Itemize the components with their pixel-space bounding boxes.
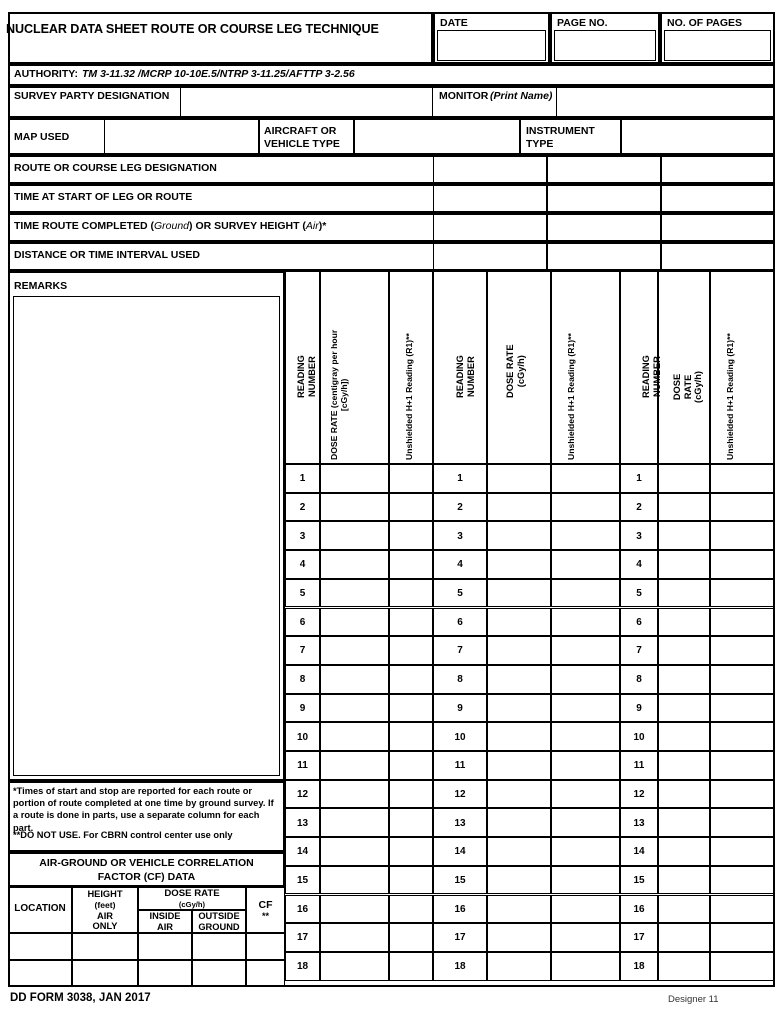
- reading-row-5-group-2-dose-rate[interactable]: [658, 579, 710, 608]
- reading-row-18-group-1-unshielded[interactable]: [551, 952, 620, 981]
- instrument-input[interactable]: [621, 119, 774, 154]
- reading-row-17-group-2-number: 17: [620, 923, 658, 952]
- reading-row-12-group-0-unshielded[interactable]: [389, 780, 433, 809]
- reading-row-5-group-0-dose-rate[interactable]: [320, 579, 389, 608]
- reading-row-12-group-1-dose-rate[interactable]: [487, 780, 551, 809]
- aircraft-label-line1: AIRCRAFT OR: [264, 125, 337, 137]
- reading-row-8-group-2-unshielded[interactable]: [710, 665, 775, 694]
- reading-row-13-group-2-dose-rate[interactable]: [658, 808, 710, 837]
- leg-row-2-value-0[interactable]: [433, 213, 547, 242]
- reading-row-3-group-2-number: 3: [620, 521, 658, 550]
- reading-row-17-group-1-number: 17: [433, 923, 487, 952]
- reading-row-2-group-2-dose-rate[interactable]: [658, 493, 710, 522]
- reading-row-15-group-1-unshielded[interactable]: [551, 866, 620, 895]
- leg-row-3-value-1[interactable]: [547, 242, 661, 271]
- reading-row-13-group-0-dose-rate[interactable]: [320, 808, 389, 837]
- reading-row-1-group-0-dose-rate[interactable]: [320, 464, 389, 493]
- reading-row-3-group-1-dose-rate[interactable]: [487, 521, 551, 550]
- instrument-label-line2: TYPE: [526, 138, 554, 150]
- reading-row-4-group-0-number: 4: [285, 550, 320, 579]
- cf-header-inside-line1: INSIDE: [149, 911, 181, 921]
- reading-row-8-group-2-number: 8: [620, 665, 658, 694]
- reading-row-16-group-0-number: 16: [285, 895, 320, 924]
- cf-header-inside-line2: AIR: [156, 921, 173, 932]
- cf-row-1-height[interactable]: [72, 960, 138, 987]
- footer-form-id: DD FORM 3038, JAN 2017: [10, 992, 151, 1004]
- reading-row-18-group-2-unshielded[interactable]: [710, 952, 775, 981]
- survey-party-input[interactable]: [180, 87, 433, 117]
- no-of-pages-input[interactable]: [664, 30, 771, 61]
- reading-row-14-group-1-dose-rate[interactable]: [487, 837, 551, 866]
- reading-row-2-group-2-number: 2: [620, 493, 658, 522]
- reading-row-3-group-1-number: 3: [433, 521, 487, 550]
- cf-title-line2: FACTOR (CF) DATA: [97, 871, 196, 883]
- reading-row-11-group-2-number: 11: [620, 751, 658, 780]
- reading-row-4-group-2-dose-rate[interactable]: [658, 550, 710, 579]
- reading-row-11-group-2-dose-rate[interactable]: [658, 751, 710, 780]
- reading-row-1-group-1-dose-rate[interactable]: [487, 464, 551, 493]
- reading-row-15-group-2-unshielded[interactable]: [710, 866, 775, 895]
- reading-row-16-group-0-dose-rate[interactable]: [320, 895, 389, 924]
- reading-row-2-group-0-unshielded[interactable]: [389, 493, 433, 522]
- reading-row-8-group-2-dose-rate[interactable]: [658, 665, 710, 694]
- reading-row-15-group-0-dose-rate[interactable]: [320, 866, 389, 895]
- reading-row-4-group-2-number: 4: [620, 550, 658, 579]
- cf-header-dose-rate-unit: (cGy/h): [178, 899, 206, 909]
- reading-header-g0-unshielded-label: Unshielded H+1 Reading (R1)**: [404, 333, 414, 460]
- reading-row-11-group-0-unshielded[interactable]: [389, 751, 433, 780]
- reading-row-7-group-0-unshielded[interactable]: [389, 636, 433, 665]
- reading-row-16-group-2-number: 16: [620, 895, 658, 924]
- reading-row-4-group-1-dose-rate[interactable]: [487, 550, 551, 579]
- cf-row-0-outside-ground[interactable]: [192, 933, 246, 960]
- reading-row-9-group-0-number: 9: [285, 694, 320, 723]
- reading-row-5-group-1-number: 5: [433, 579, 487, 608]
- reading-row-6-group-2-unshielded[interactable]: [710, 608, 775, 637]
- leg-row-0-value-0[interactable]: [433, 155, 547, 184]
- reading-row-9-group-1-number: 9: [433, 694, 487, 723]
- reading-row-4-group-0-unshielded[interactable]: [389, 550, 433, 579]
- leg-row-label-1: TIME AT START OF LEG OR ROUTE: [14, 191, 193, 203]
- leg-row-0-value-2[interactable]: [661, 155, 775, 184]
- aircraft-input[interactable]: [354, 119, 520, 154]
- reading-row-14-group-0-unshielded[interactable]: [389, 837, 433, 866]
- authority-value: TM 3-11.32 /MCRP 10-10E.5/NTRP 3-11.25/AFTTP 3-2.56: [82, 68, 355, 80]
- reading-row-13-group-1-unshielded[interactable]: [551, 808, 620, 837]
- reading-row-14-group-1-unshielded[interactable]: [551, 837, 620, 866]
- reading-row-10-group-1-number: 10: [433, 722, 487, 751]
- reading-row-9-group-0-unshielded[interactable]: [389, 694, 433, 723]
- leg-row-2-value-1[interactable]: [547, 213, 661, 242]
- reading-header-g1-dose-rate-label: DOSE RATE (cGy/h): [505, 344, 526, 398]
- cf-header-height-line3: AIR: [96, 910, 113, 921]
- reading-row-17-group-2-dose-rate[interactable]: [658, 923, 710, 952]
- reading-row-3-group-0-dose-rate[interactable]: [320, 521, 389, 550]
- reading-row-1-group-2-dose-rate[interactable]: [658, 464, 710, 493]
- reading-row-6-group-0-dose-rate[interactable]: [320, 608, 389, 637]
- reading-row-18-group-0-dose-rate[interactable]: [320, 952, 389, 981]
- reading-row-7-group-2-unshielded[interactable]: [710, 636, 775, 665]
- reading-row-7-group-0-dose-rate[interactable]: [320, 636, 389, 665]
- reading-row-11-group-0-dose-rate[interactable]: [320, 751, 389, 780]
- reading-row-3-group-0-unshielded[interactable]: [389, 521, 433, 550]
- reading-row-9-group-1-dose-rate[interactable]: [487, 694, 551, 723]
- leg-row-label-2: [14, 220, 326, 232]
- reading-row-7-group-1-dose-rate[interactable]: [487, 636, 551, 665]
- cf-row-1-inside-air[interactable]: [138, 960, 192, 987]
- leg-row-label-0: ROUTE OR COURSE LEG DESIGNATION: [14, 162, 217, 174]
- reading-header-g1-number-label: READING NUMBER: [455, 355, 476, 398]
- reading-row-1-group-0-number: 1: [285, 464, 320, 493]
- reading-row-3-group-2-unshielded[interactable]: [710, 521, 775, 550]
- cf-row-0-location[interactable]: [8, 933, 72, 960]
- cf-header-outside-line1: OUTSIDE: [198, 911, 240, 921]
- aircraft-label-line2: VEHICLE TYPE: [264, 138, 340, 150]
- reading-row-13-group-2-unshielded[interactable]: [710, 808, 775, 837]
- reading-header-g2-dose-rate: [658, 271, 710, 464]
- reading-row-16-group-0-unshielded[interactable]: [389, 895, 433, 924]
- reading-row-16-group-1-number: 16: [433, 895, 487, 924]
- reading-row-3-group-1-unshielded[interactable]: [551, 521, 620, 550]
- reading-row-17-group-2-unshielded[interactable]: [710, 923, 775, 952]
- reading-row-7-group-1-number: 7: [433, 636, 487, 665]
- no-of-pages-label: NO. OF PAGES: [667, 17, 743, 29]
- reading-row-10-group-1-unshielded[interactable]: [551, 722, 620, 751]
- reading-row-1-group-2-unshielded[interactable]: [710, 464, 775, 493]
- reading-row-9-group-1-unshielded[interactable]: [551, 694, 620, 723]
- reading-row-14-group-2-dose-rate[interactable]: [658, 837, 710, 866]
- reading-row-12-group-1-unshielded[interactable]: [551, 780, 620, 809]
- survey-party-label: SURVEY PARTY DESIGNATION: [14, 90, 170, 102]
- reading-header-g2-number-label: READING NUMBER: [641, 355, 662, 398]
- reading-row-18-group-2-number: 18: [620, 952, 658, 981]
- reading-row-13-group-0-number: 13: [285, 808, 320, 837]
- reading-row-15-group-0-number: 15: [285, 866, 320, 895]
- reading-row-2-group-0-number: 2: [285, 493, 320, 522]
- cf-row-1-cf[interactable]: [246, 960, 285, 987]
- reading-row-5-group-2-unshielded[interactable]: [710, 579, 775, 608]
- leg-row-3-value-2[interactable]: [661, 242, 775, 271]
- reading-row-2-group-1-unshielded[interactable]: [551, 493, 620, 522]
- reading-row-5-group-1-unshielded[interactable]: [551, 579, 620, 608]
- leg-row-0-value-1[interactable]: [547, 155, 661, 184]
- reading-row-2-group-1-dose-rate[interactable]: [487, 493, 551, 522]
- leg-row-1-value-0[interactable]: [433, 184, 547, 213]
- reading-row-8-group-1-unshielded[interactable]: [551, 665, 620, 694]
- reading-row-12-group-0-number: 12: [285, 780, 320, 809]
- reading-row-10-group-2-number: 10: [620, 722, 658, 751]
- reading-header-g0-dose-rate-label: DOSE RATE (centigray per hour [cGy/h]): [329, 329, 349, 460]
- date-label: DATE: [440, 17, 468, 29]
- reading-row-17-group-0-number: 17: [285, 923, 320, 952]
- reading-row-13-group-1-dose-rate[interactable]: [487, 808, 551, 837]
- remarks-input[interactable]: [13, 296, 280, 776]
- reading-row-15-group-2-number: 15: [620, 866, 658, 895]
- leg-row-label-3: DISTANCE OR TIME INTERVAL USED: [14, 249, 200, 261]
- reading-row-3-group-0-number: 3: [285, 521, 320, 550]
- reading-row-2-group-1-number: 2: [433, 493, 487, 522]
- reading-row-4-group-0-dose-rate[interactable]: [320, 550, 389, 579]
- title-cell: [8, 12, 433, 64]
- reading-row-2-group-0-dose-rate[interactable]: [320, 493, 389, 522]
- reading-row-10-group-0-dose-rate[interactable]: [320, 722, 389, 751]
- reading-row-18-group-2-dose-rate[interactable]: [658, 952, 710, 981]
- cf-header-outside-line2: GROUND: [198, 921, 240, 932]
- cf-header-location: LOCATION: [14, 903, 66, 914]
- leg-row-1-value-2[interactable]: [661, 184, 775, 213]
- reading-row-16-group-2-unshielded[interactable]: [710, 895, 775, 924]
- reading-row-12-group-2-dose-rate[interactable]: [658, 780, 710, 809]
- reading-row-6-group-0-number: 6: [285, 608, 320, 637]
- footnote-single-star: *Times of start and stop are reported for each route or portion of route completed at one time by ground survey. If a route is done in parts, use a separate column for each part.: [13, 786, 274, 833]
- reading-row-6-group-1-number: 6: [433, 608, 487, 637]
- reading-row-14-group-2-unshielded[interactable]: [710, 837, 775, 866]
- reading-row-11-group-1-unshielded[interactable]: [551, 751, 620, 780]
- reading-row-17-group-0-dose-rate[interactable]: [320, 923, 389, 952]
- reading-row-18-group-1-number: 18: [433, 952, 487, 981]
- reading-row-15-group-2-dose-rate[interactable]: [658, 866, 710, 895]
- cf-header-cf: CF: [258, 899, 273, 911]
- reading-row-6-group-0-unshielded[interactable]: [389, 608, 433, 637]
- reading-row-7-group-1-unshielded[interactable]: [551, 636, 620, 665]
- cf-row-1-outside-ground[interactable]: [192, 960, 246, 987]
- reading-row-1-group-2-number: 1: [620, 464, 658, 493]
- reading-row-17-group-1-dose-rate[interactable]: [487, 923, 551, 952]
- page-no-input[interactable]: [554, 30, 656, 61]
- page-title: NUCLEAR DATA SHEET ROUTE OR COURSE LEG TECHNIQUE: [6, 22, 379, 36]
- authority-label: AUTHORITY:: [14, 68, 78, 80]
- reading-row-4-group-2-unshielded[interactable]: [710, 550, 775, 579]
- footnote-double-star: **DO NOT USE. For CBRN control center use only: [13, 830, 233, 840]
- reading-row-8-group-1-number: 8: [433, 665, 487, 694]
- leg-row-3-value-0[interactable]: [433, 242, 547, 271]
- reading-row-8-group-0-unshielded[interactable]: [389, 665, 433, 694]
- cf-header-dose-rate: DOSE RATE: [164, 888, 220, 899]
- reading-header-g2-unshielded-label: Unshielded H+1 Reading (R1)**: [725, 333, 735, 460]
- reading-row-13-group-1-number: 13: [433, 808, 487, 837]
- cf-header-cf-note: **: [261, 911, 269, 921]
- reading-row-14-group-0-number: 14: [285, 837, 320, 866]
- reading-row-11-group-2-unshielded[interactable]: [710, 751, 775, 780]
- reading-row-12-group-1-number: 12: [433, 780, 487, 809]
- reading-row-10-group-0-number: 10: [285, 722, 320, 751]
- leg-row-label-2-text: TIME ROUTE COMPLETED (Ground) OR SURVEY HEIGHT (Air)*: [14, 220, 327, 232]
- cf-row-0-cf[interactable]: [246, 933, 285, 960]
- reading-row-17-group-1-unshielded[interactable]: [551, 923, 620, 952]
- leg-row-2-value-2[interactable]: [661, 213, 775, 242]
- reading-row-1-group-1-number: 1: [433, 464, 487, 493]
- reading-row-9-group-0-dose-rate[interactable]: [320, 694, 389, 723]
- reading-row-18-group-1-dose-rate[interactable]: [487, 952, 551, 981]
- reading-row-13-group-0-unshielded[interactable]: [389, 808, 433, 837]
- reading-row-1-group-0-unshielded[interactable]: [389, 464, 433, 493]
- reading-row-14-group-1-number: 14: [433, 837, 487, 866]
- leg-row-1-value-1[interactable]: [547, 184, 661, 213]
- reading-row-10-group-2-unshielded[interactable]: [710, 722, 775, 751]
- reading-row-16-group-1-unshielded[interactable]: [551, 895, 620, 924]
- reading-row-5-group-0-unshielded[interactable]: [389, 579, 433, 608]
- date-input[interactable]: [437, 30, 546, 61]
- reading-row-11-group-1-dose-rate[interactable]: [487, 751, 551, 780]
- reading-row-10-group-0-unshielded[interactable]: [389, 722, 433, 751]
- reading-row-5-group-1-dose-rate[interactable]: [487, 579, 551, 608]
- page-no-label: PAGE NO.: [557, 17, 608, 29]
- reading-row-7-group-2-number: 7: [620, 636, 658, 665]
- reading-row-12-group-2-unshielded[interactable]: [710, 780, 775, 809]
- reading-row-6-group-1-unshielded[interactable]: [551, 608, 620, 637]
- reading-row-2-group-2-unshielded[interactable]: [710, 493, 775, 522]
- reading-row-14-group-0-dose-rate[interactable]: [320, 837, 389, 866]
- reading-row-4-group-1-number: 4: [433, 550, 487, 579]
- instrument-label-line1: INSTRUMENT: [526, 125, 595, 137]
- cf-title-line1: AIR-GROUND OR VEHICLE CORRELATION: [39, 857, 254, 869]
- reading-row-15-group-1-dose-rate[interactable]: [487, 866, 551, 895]
- reading-row-5-group-2-number: 5: [620, 579, 658, 608]
- reading-row-15-group-0-unshielded[interactable]: [389, 866, 433, 895]
- reading-row-12-group-0-dose-rate[interactable]: [320, 780, 389, 809]
- reading-row-18-group-0-unshielded[interactable]: [389, 952, 433, 981]
- reading-row-8-group-0-dose-rate[interactable]: [320, 665, 389, 694]
- reading-header-g1-unshielded-label: Unshielded H+1 Reading (R1)**: [566, 333, 576, 460]
- reading-header-g2-dose-rate-label: DOSE RATE (cGy/h): [672, 370, 703, 403]
- reading-header-g0-number-label: READING NUMBER: [296, 355, 317, 398]
- cf-header-height-line1: HEIGHT: [87, 889, 123, 899]
- reading-row-16-group-2-dose-rate[interactable]: [658, 895, 710, 924]
- monitor-label: MONITOR: [439, 90, 489, 102]
- reading-row-5-group-0-number: 5: [285, 579, 320, 608]
- cf-row-0-inside-air[interactable]: [138, 933, 192, 960]
- reading-row-1-group-1-unshielded[interactable]: [551, 464, 620, 493]
- monitor-input[interactable]: [556, 87, 774, 117]
- reading-row-7-group-2-dose-rate[interactable]: [658, 636, 710, 665]
- reading-row-15-group-1-number: 15: [433, 866, 487, 895]
- reading-row-17-group-0-unshielded[interactable]: [389, 923, 433, 952]
- reading-row-9-group-2-unshielded[interactable]: [710, 694, 775, 723]
- cf-row-1-location[interactable]: [8, 960, 72, 987]
- reading-row-18-group-0-number: 18: [285, 952, 320, 981]
- cf-header-height-line2: (feet): [94, 899, 116, 910]
- map-used-input[interactable]: [104, 119, 259, 154]
- remarks-label: REMARKS: [14, 280, 68, 292]
- footer-designer: Designer 11: [668, 994, 719, 1005]
- reading-row-7-group-0-number: 7: [285, 636, 320, 665]
- reading-row-6-group-2-dose-rate[interactable]: [658, 608, 710, 637]
- reading-row-14-group-2-number: 14: [620, 837, 658, 866]
- reading-row-6-group-1-dose-rate[interactable]: [487, 608, 551, 637]
- reading-row-3-group-2-dose-rate[interactable]: [658, 521, 710, 550]
- reading-row-9-group-2-dose-rate[interactable]: [658, 694, 710, 723]
- reading-row-10-group-1-dose-rate[interactable]: [487, 722, 551, 751]
- reading-row-11-group-1-number: 11: [433, 751, 487, 780]
- reading-row-16-group-1-dose-rate[interactable]: [487, 895, 551, 924]
- reading-row-11-group-0-number: 11: [285, 751, 320, 780]
- reading-row-8-group-1-dose-rate[interactable]: [487, 665, 551, 694]
- cf-header-height-line4: ONLY: [92, 921, 118, 932]
- reading-row-9-group-2-number: 9: [620, 694, 658, 723]
- monitor-hint: (Print Name): [490, 90, 553, 102]
- reading-row-8-group-0-number: 8: [285, 665, 320, 694]
- reading-header-g2-unshielded: [710, 271, 775, 464]
- cf-row-0-height[interactable]: [72, 933, 138, 960]
- reading-row-10-group-2-dose-rate[interactable]: [658, 722, 710, 751]
- reading-header-g1-unshielded: [551, 271, 620, 464]
- reading-row-6-group-2-number: 6: [620, 608, 658, 637]
- reading-row-4-group-1-unshielded[interactable]: [551, 550, 620, 579]
- reading-row-13-group-2-number: 13: [620, 808, 658, 837]
- map-used-label: MAP USED: [14, 131, 70, 143]
- reading-row-12-group-2-number: 12: [620, 780, 658, 809]
